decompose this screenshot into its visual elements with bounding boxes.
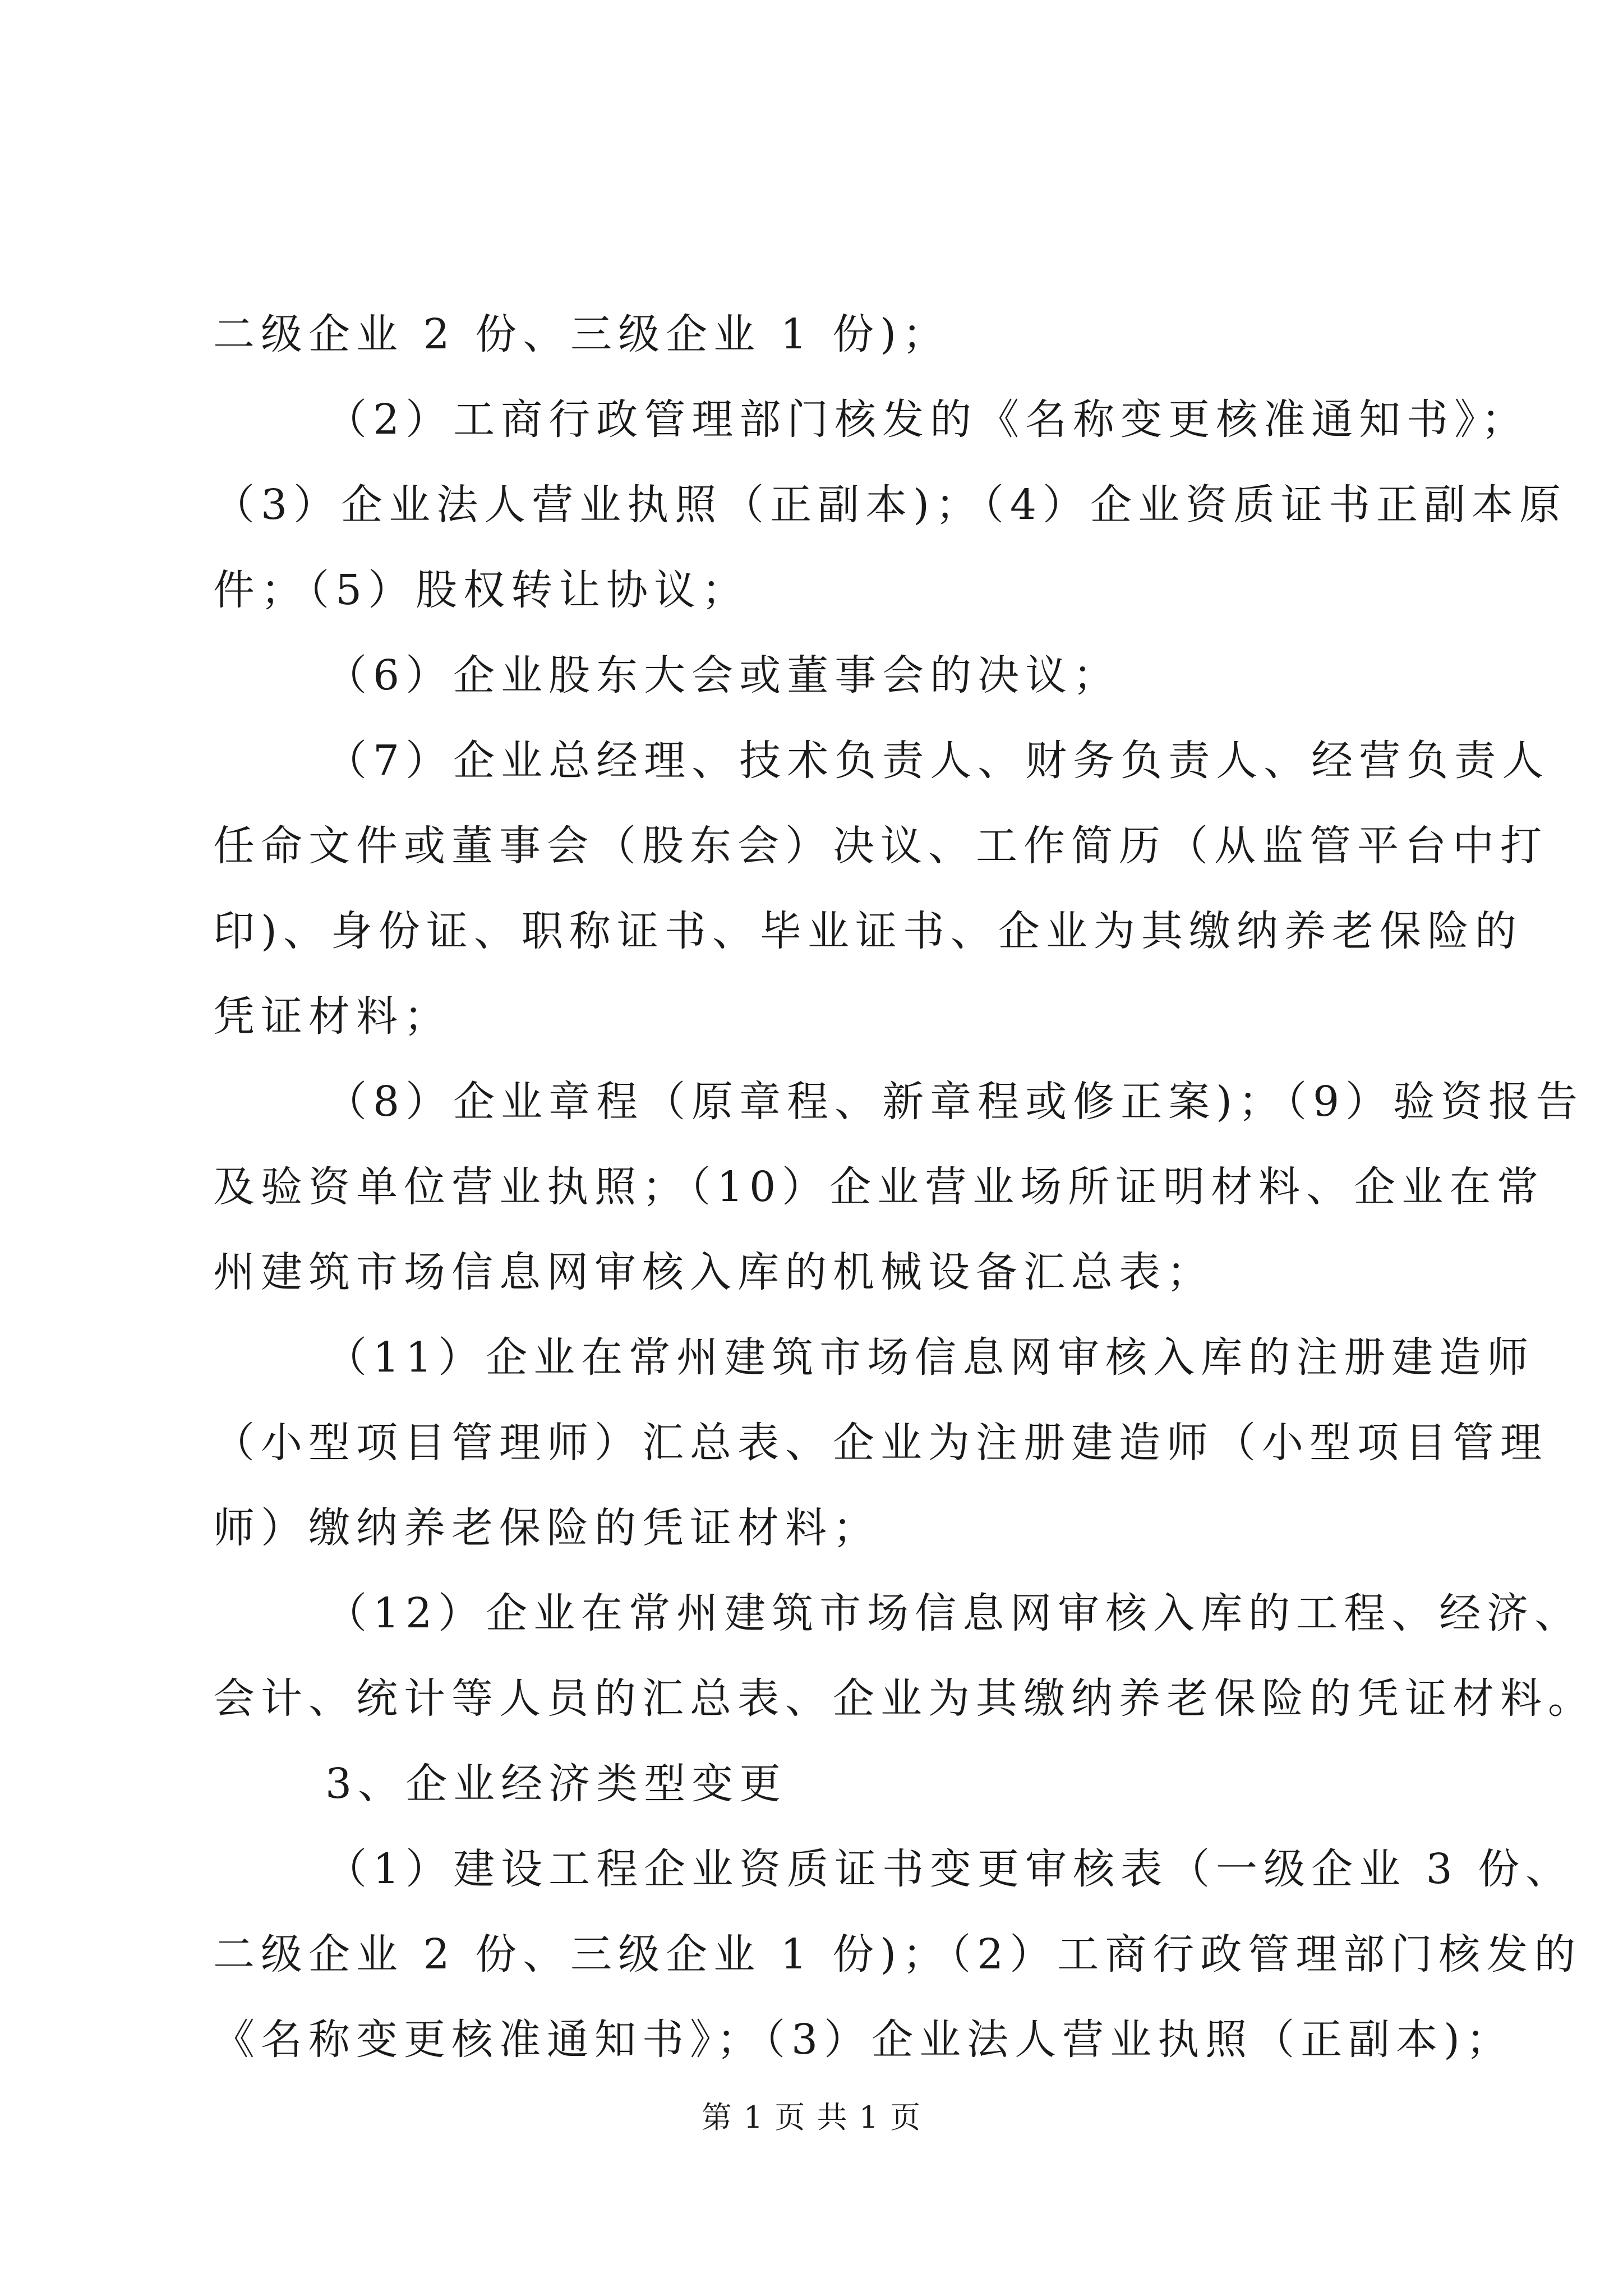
document-body	[213, 292, 1596, 2082]
text-line: 师）缴纳养老保险的凭证材料；	[213, 1504, 880, 1552]
page-number-label: 第 1 页 共 1 页	[701, 2100, 922, 2135]
text-line: （8）企业章程（原章程、新章程或修正案)；（9）验资报告	[325, 1078, 1584, 1126]
text-line: 《名称变更核准通知书》；（3）企业法人营业执照（正副本)；	[213, 2016, 1514, 2064]
section-heading: 3、企业经济类型变更	[325, 1760, 787, 1808]
text-line: （小型项目管理师）汇总表、企业为注册建造师（小型项目管理	[213, 1419, 1548, 1467]
text-line: 二级企业 2 份、三级企业 1 份)；	[213, 310, 951, 358]
text-line: 二级企业 2 份、三级企业 1 份)；（2）工商行政管理部门核发的	[213, 1930, 1582, 1978]
text-line: 任命文件或董事会（股东会）决议、工作简历（从监管平台中打	[213, 822, 1548, 870]
text-line: （6）企业股东大会或董事会的决议；	[325, 651, 1121, 700]
text-line: 及验资单位营业执照；（10）企业营业场所证明材料、企业在常	[213, 1163, 1545, 1211]
text-line: 凭证材料；	[213, 992, 451, 1041]
text-line: 州建筑市场信息网审核入库的机械设备汇总表；	[213, 1248, 1214, 1296]
text-line: （11）企业在常州建筑市场信息网审核入库的注册建造师	[325, 1333, 1535, 1382]
page-footer	[0, 2098, 1623, 2137]
text-line: （2）工商行政管理部门核发的《名称变更核准通知书》；	[325, 395, 1529, 444]
text-line: （7）企业总经理、技术负责人、财务负责人、经营负责人	[325, 737, 1550, 785]
text-line: 件；（5）股权转让协议；	[213, 566, 750, 614]
text-line: （1）建设工程企业资质证书变更审核表（一级企业 3 份、	[325, 1845, 1574, 1893]
text-line: （12）企业在常州建筑市场信息网审核入库的工程、经济、	[325, 1589, 1583, 1637]
text-line: 印)、身份证、职称证书、毕业证书、企业为其缴纳养老保险的	[213, 907, 1523, 955]
text-line: 会计、统计等人员的汇总表、企业为其缴纳养老保险的凭证材料。	[213, 1674, 1596, 1723]
text-line: （3）企业法人营业执照（正副本)；（4）企业资质证书正副本原	[213, 481, 1567, 529]
